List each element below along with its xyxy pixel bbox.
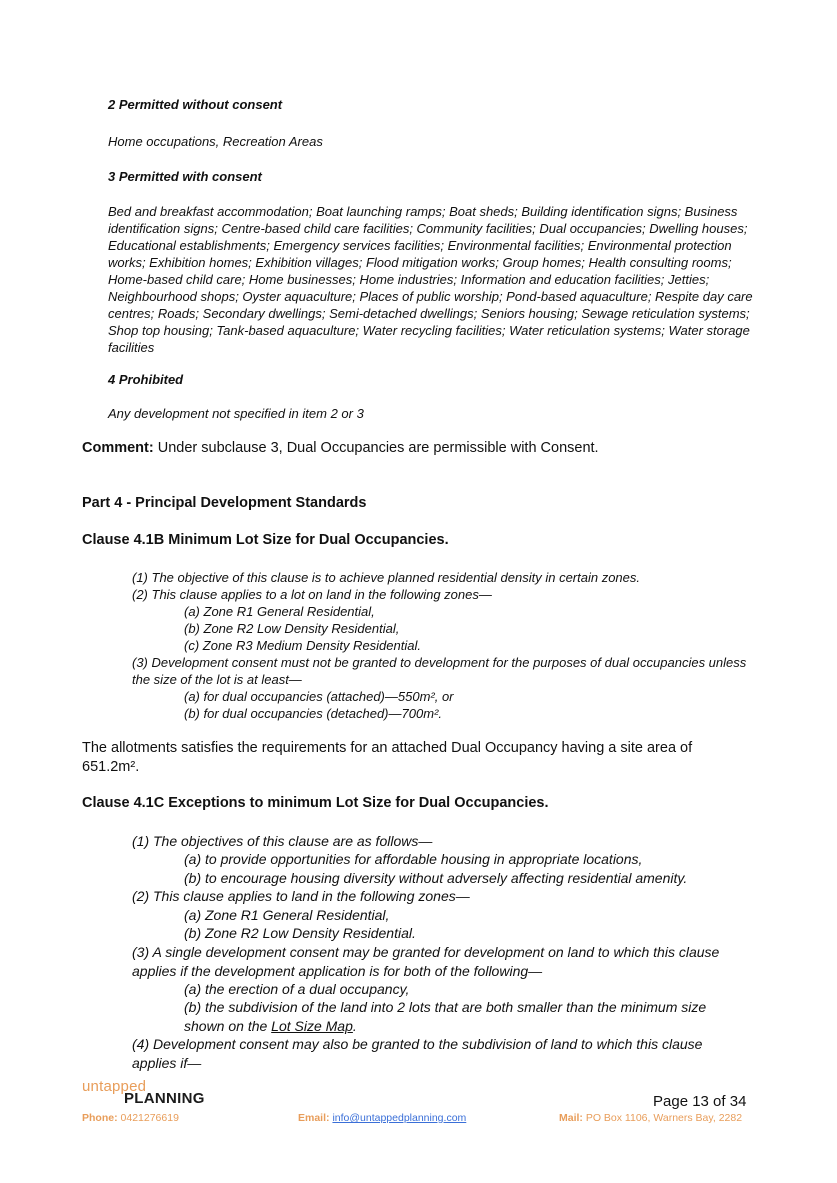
- clause-41c-item-3b-end: .: [352, 1017, 357, 1034]
- lot-size-map-link[interactable]: Lot Size Map: [271, 1017, 353, 1034]
- section-3-text: Bed and breakfast accommodation; Boat launching ramps; Boat sheds; Building identification signs; Business identification signs; Centre-based child care facilities; Community facilities; Dual occupancies; Dwelling houses; Educational establishments; Emergency services facilities; Environmental facilities; Environmental protection works; Exhibition homes; Exhibition villages; Flood mitigation works; Group homes; Health consulting rooms; Home-based child care; Home businesses; Home industries; Information and education facilities; Jetties; Neighbourhood shops; Oyster aquaculture; Places of public worship; Pond-based aquaculture; Respite day care centres; Roads; Secondary dwellings; Semi-detached dwellings; Seniors housing; Sewage reticulation systems; Shop top housing; Tank-based aquaculture; Water recycling facilities; Water reticulation systems; Water storage facilities: [108, 204, 753, 355]
- clause-41c-item-2a: (a) Zone R1 General Residential,: [184, 907, 390, 923]
- clause-41b-heading: Clause 4.1B Minimum Lot Size for Dual Occupancies.: [82, 532, 449, 548]
- clause-41c-heading: Clause 4.1C Exceptions to minimum Lot Size for Dual Occupancies.: [82, 795, 549, 811]
- mail-value: PO Box 1106, Warners Bay, 2282: [582, 1112, 743, 1124]
- phone-label: Phone:: [82, 1112, 118, 1124]
- logo-untapped: untapped: [82, 1078, 147, 1095]
- clause-41c-item-1b: (b) to encourage housing diversity without adversely affecting residential amenity.: [184, 870, 688, 886]
- clause-41c-item-3b: [184, 998, 744, 1035]
- section-2-heading: 2 Permitted without consent: [108, 97, 283, 112]
- section-4-text: Any development not specified in item 2 or 3: [108, 406, 364, 421]
- comment-text: Under subclause 3, Dual Occupancies are permissible with Consent.: [153, 440, 599, 456]
- clause-41c-item-1a: (a) to provide opportunities for affordable housing in appropriate locations,: [184, 851, 643, 867]
- clause-41b-item-3: (3) Development consent must not be granted to development for the purposes of dual occupancies unless the size of the lot is at least—: [132, 655, 747, 687]
- clause-41c-item-3a: (a) the erection of a dual occupancy,: [184, 981, 410, 997]
- section-2-text: Home occupations, Recreation Areas: [108, 134, 323, 149]
- clause-41c-item-4: (4) Development consent may also be granted to the subdivision of land to which this clause applies if—: [132, 1036, 703, 1071]
- clause-41b-item-3a: (a) for dual occupancies (attached)—550m², or: [184, 689, 454, 704]
- page-number: Page 13 of 34: [653, 1093, 747, 1110]
- clause-41c-item-1: (1) The objectives of this clause are as follows—: [132, 833, 433, 849]
- clause-41c-item-2b: (b) Zone R2 Low Density Residential.: [184, 925, 416, 941]
- email-link[interactable]: info@untappedplanning.com: [332, 1112, 467, 1124]
- clause-41b-item-3b: (b) for dual occupancies (detached)—700m².: [184, 706, 442, 721]
- footer-phone: [82, 1112, 179, 1124]
- section-4-heading: 4 Prohibited: [108, 372, 184, 387]
- clause-41b-item-1: (1) The objective of this clause is to achieve planned residential density in certain zones.: [132, 570, 641, 585]
- clause-41c-item-3b-text: (b) the subdivision of the land into 2 lots that are both smaller than the minimum size shown on the: [184, 999, 707, 1034]
- part4-heading: Part 4 - Principal Development Standards: [82, 495, 367, 511]
- clause-41b-item-2b: (b) Zone R2 Low Density Residential,: [184, 621, 400, 636]
- mail-label: Mail:: [559, 1112, 583, 1124]
- comment-paragraph: [82, 439, 762, 458]
- clause-41c-item-2: (2) This clause applies to land in the following zones—: [132, 888, 470, 904]
- footer-email: [298, 1112, 466, 1124]
- clause-41b-item-2a: (a) Zone R1 General Residential,: [184, 604, 375, 619]
- clause-41b-item-2: (2) This clause applies to a lot on land in the following zones—: [132, 587, 492, 602]
- allotment-paragraph: The allotments satisfies the requirements for an attached Dual Occupancy having a site area of 651.2m².: [82, 740, 693, 775]
- footer-mail: [559, 1112, 742, 1124]
- email-label: Email:: [298, 1112, 330, 1124]
- phone-value: 0421276619: [117, 1112, 179, 1124]
- section-3-heading: 3 Permitted with consent: [108, 169, 262, 184]
- clause-41c-item-3: (3) A single development consent may be granted for development on land to which this clause applies if the development application is for both of the following—: [132, 944, 720, 979]
- comment-label: Comment:: [82, 440, 154, 456]
- clause-41b-item-2c: (c) Zone R3 Medium Density Residential.: [184, 638, 421, 653]
- logo-planning: PLANNING: [124, 1090, 205, 1107]
